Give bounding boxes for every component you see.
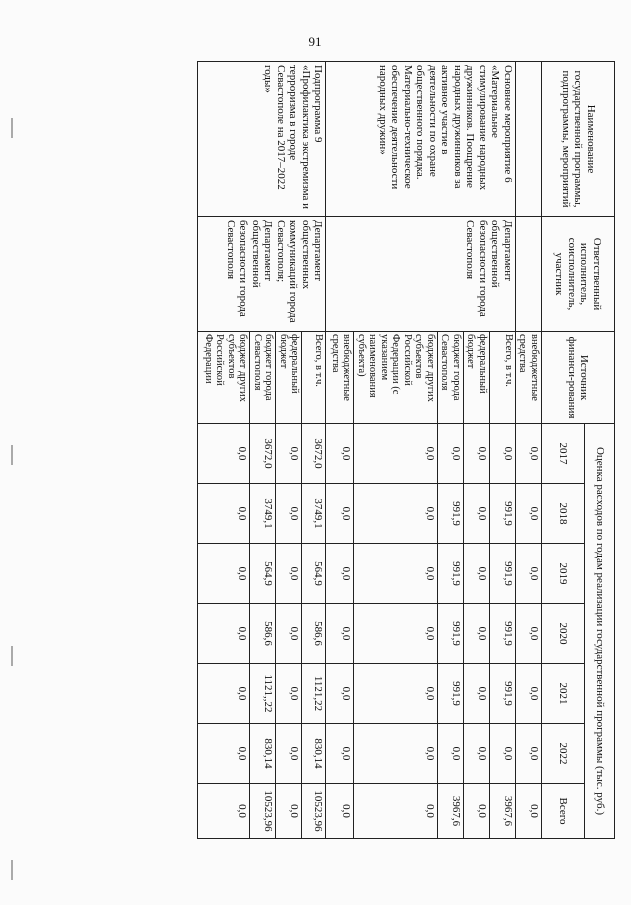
value-cell: 3967,6 xyxy=(490,784,516,839)
source-cell: федеральный бюджет xyxy=(276,332,302,424)
year-2022: 2022 xyxy=(542,724,585,784)
value-cell: 0,0 xyxy=(490,724,516,784)
source-cell: федеральный бюджет xyxy=(464,332,490,424)
executor-cell xyxy=(516,217,542,332)
value-cell: 0,0 xyxy=(326,784,354,839)
table-row xyxy=(490,62,516,839)
year-2020: 2020 xyxy=(542,604,585,664)
value-cell: 0,0 xyxy=(326,424,354,484)
value-cell: 3749,1 xyxy=(302,484,326,544)
value-cell: 0,0 xyxy=(326,604,354,664)
binding-mark xyxy=(11,445,13,465)
value-cell: 0,0 xyxy=(276,484,302,544)
value-cell: 1121,,22 xyxy=(250,664,276,724)
value-cell: 991,9 xyxy=(438,664,464,724)
value-cell: 0,0 xyxy=(276,784,302,839)
value-cell: 564,9 xyxy=(302,544,326,604)
year-total: Всего xyxy=(542,784,585,839)
value-cell: 0,0 xyxy=(276,544,302,604)
table-row xyxy=(516,62,542,839)
value-cell: 0,0 xyxy=(438,724,464,784)
value-cell: 0,0 xyxy=(354,604,438,664)
value-cell: 0,0 xyxy=(276,664,302,724)
value-cell: 0,0 xyxy=(276,604,302,664)
activity-executor-cell: Департамент общественной безопасности города Севастополя xyxy=(326,217,516,332)
value-cell: 0,0 xyxy=(516,664,542,724)
value-cell: 0,0 xyxy=(326,724,354,784)
source-cell: бюджет города Севастополя xyxy=(438,332,464,424)
year-2017: 2017 xyxy=(542,424,585,484)
header-name: Наименование государственной программы, подпрограммы, мероприятий xyxy=(542,62,615,217)
value-cell: 0,0 xyxy=(198,544,250,604)
value-cell: 0,0 xyxy=(198,664,250,724)
value-cell: 0,0 xyxy=(198,484,250,544)
value-cell: 830,14 xyxy=(302,724,326,784)
year-2018: 2018 xyxy=(542,484,585,544)
value-cell: 1121,22 xyxy=(302,664,326,724)
value-cell: 0,0 xyxy=(354,664,438,724)
source-cell: Всего, в т.ч. xyxy=(490,332,516,424)
value-cell: 0,0 xyxy=(276,424,302,484)
value-cell: 991,9 xyxy=(438,544,464,604)
value-cell: 0,0 xyxy=(198,724,250,784)
source-cell: бюджет других субъектов Российской Федерации xyxy=(198,332,250,424)
value-cell: 0,0 xyxy=(490,424,516,484)
expenditure-table xyxy=(198,61,616,839)
value-cell: 0,0 xyxy=(464,544,490,604)
source-cell: внебюджетные средства xyxy=(516,332,542,424)
value-cell: 0,0 xyxy=(198,784,250,839)
value-cell: 0,0 xyxy=(464,604,490,664)
value-cell: 0,0 xyxy=(464,424,490,484)
value-cell: 0,0 xyxy=(516,484,542,544)
value-cell: 0,0 xyxy=(354,544,438,604)
value-cell: 0,0 xyxy=(516,604,542,664)
binding-mark xyxy=(11,118,13,138)
value-cell: 0,0 xyxy=(354,724,438,784)
value-cell: 0,0 xyxy=(516,544,542,604)
header-row xyxy=(585,62,615,839)
table-row xyxy=(302,62,326,839)
value-cell: 0,0 xyxy=(354,484,438,544)
value-cell: 0,0 xyxy=(516,424,542,484)
value-cell: 10523,96 xyxy=(250,784,276,839)
value-cell: 10523,96 xyxy=(302,784,326,839)
year-2021: 2021 xyxy=(542,664,585,724)
subprogram-name-cell: Подпрограмма 9 «Профилактика экстремизма и терроризма в городе Севастополе на 2017–2022 годы» xyxy=(198,62,326,217)
page-number: 91 xyxy=(308,34,322,49)
source-cell: бюджет других субъектов Российской Федерации (с указанием наименования субъекта) xyxy=(354,332,438,424)
value-cell: 991,9 xyxy=(490,544,516,604)
value-cell: 0,0 xyxy=(198,604,250,664)
value-cell: 991,9 xyxy=(490,604,516,664)
value-cell: 0,0 xyxy=(516,724,542,784)
value-cell: 3749,1 xyxy=(250,484,276,544)
value-cell: 586,6 xyxy=(302,604,326,664)
source-cell: бюджет города Севастополя xyxy=(250,332,276,424)
binding-mark xyxy=(11,860,13,880)
value-cell: 830,14 xyxy=(250,724,276,784)
value-cell: 0,0 xyxy=(516,784,542,839)
value-cell: 991,9 xyxy=(438,604,464,664)
header-executor: Ответственный исполнитель, соисполнитель, участник xyxy=(542,217,615,332)
value-cell: 0,0 xyxy=(276,724,302,784)
subprogram-executor-cell: Департамент общественных коммуникаций города Севастополя; Департамент общественной безопасности города Севастополя xyxy=(198,217,326,332)
value-cell: 0,0 xyxy=(198,424,250,484)
binding-mark xyxy=(11,646,13,666)
value-cell: 991,9 xyxy=(438,484,464,544)
value-cell: 3672,0 xyxy=(250,424,276,484)
header-estimate: Оценка расходов по годам реализации государственной программы (тыс. руб.) xyxy=(585,424,615,839)
source-cell: Всего, в т.ч. xyxy=(302,332,326,424)
value-cell: 3967,6 xyxy=(438,784,464,839)
value-cell: 586,6 xyxy=(250,604,276,664)
activity-name-cell: Основное мероприятие 6 «Материальное стимулирование народных дружинников. Поощрение народных дружинников за активное участие в деятельности по охране общественного порядка. Материально-техническое обеспечение деятельности народных дружин» xyxy=(326,62,516,217)
value-cell: 991,9 xyxy=(490,664,516,724)
value-cell: 0,0 xyxy=(326,544,354,604)
source-cell: внебюджетные средства xyxy=(326,332,354,424)
value-cell: 0,0 xyxy=(438,424,464,484)
value-cell: 0,0 xyxy=(326,484,354,544)
value-cell: 991,9 xyxy=(490,484,516,544)
year-2019: 2019 xyxy=(542,544,585,604)
value-cell: 0,0 xyxy=(464,784,490,839)
rotated-table-sheet xyxy=(125,61,615,838)
value-cell: 0,0 xyxy=(354,424,438,484)
value-cell: 3672,0 xyxy=(302,424,326,484)
name-cell xyxy=(516,62,542,217)
value-cell: 0,0 xyxy=(464,664,490,724)
value-cell: 564,9 xyxy=(250,544,276,604)
value-cell: 0,0 xyxy=(464,724,490,784)
header-source: Источник финанси-рования xyxy=(542,332,615,424)
value-cell: 0,0 xyxy=(326,664,354,724)
value-cell: 0,0 xyxy=(354,784,438,839)
value-cell: 0,0 xyxy=(464,484,490,544)
